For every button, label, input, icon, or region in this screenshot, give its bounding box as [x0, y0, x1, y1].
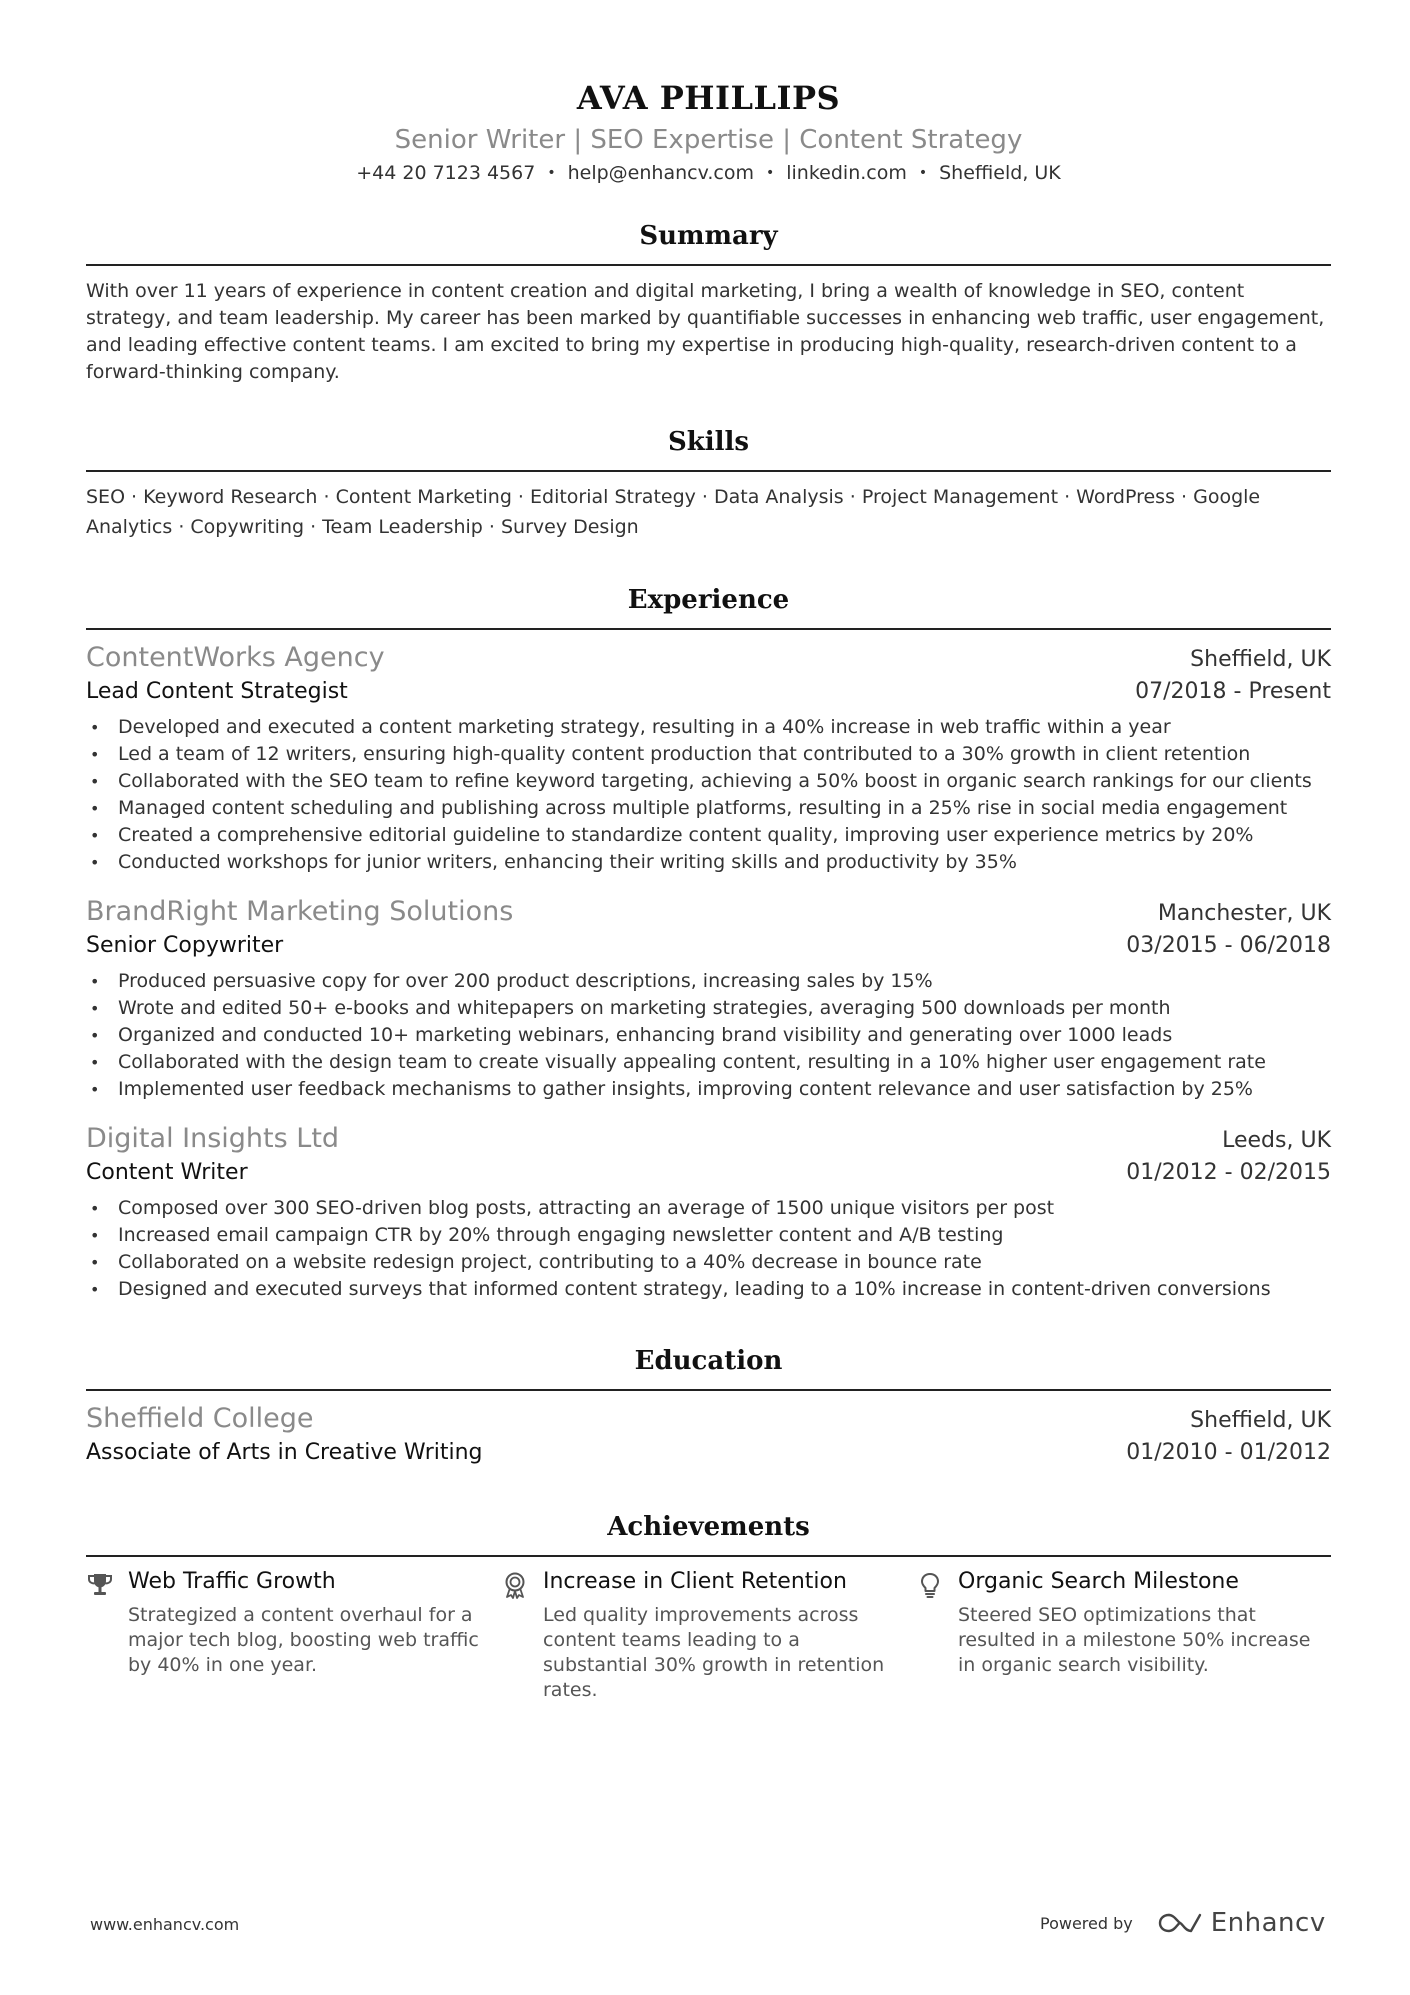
candidate-name: AVA PHILLIPS — [576, 79, 841, 117]
trophy-icon — [86, 1567, 128, 1703]
company-name: Digital Insights Ltd — [86, 1123, 340, 1154]
achievement-item — [916, 1567, 1331, 1703]
job-dates: 03/2015 - 06/2018 — [1126, 933, 1331, 958]
summary-heading: Summary — [86, 218, 1331, 266]
contact-linkedin[interactable]: linkedin.com — [786, 162, 907, 184]
job-entry — [86, 640, 1331, 876]
powered-by-label: Powered by — [1040, 1913, 1133, 1933]
job-entry — [86, 894, 1331, 1103]
job-role: Lead Content Strategist — [86, 679, 348, 704]
job-location: Sheffield, UK — [1190, 647, 1331, 672]
job-location: Manchester, UK — [1157, 901, 1331, 926]
job-bullets — [86, 714, 1331, 876]
bullet-item: • Developed and executed a content marketing strategy, resulting in a 40% increase in web traffic within a year — [86, 714, 1331, 741]
bullet-item: • Collaborated with the SEO team to refine keyword targeting, achieving a 50% boost in organic search rankings for our clients — [86, 768, 1331, 795]
bullet-item: • Led a team of 12 writers, ensuring high-quality content production that contributed to a 30% growth in client retention — [86, 741, 1331, 768]
degree-name: Associate of Arts in Creative Writing — [86, 1440, 483, 1465]
bullet-item: • Organized and conducted 10+ marketing webinars, enhancing brand visibility and generating over 1000 leads — [86, 1022, 1331, 1049]
footer-website[interactable]: www.enhancv.com — [90, 1915, 240, 1934]
bullet-item: • Increased email campaign CTR by 20% through engaging newsletter content and A/B testing — [86, 1222, 1331, 1249]
achievements-heading: Achievements — [86, 1509, 1331, 1557]
contact-email[interactable]: help@enhancv.com — [567, 162, 754, 184]
achievement-description: Steered SEO optimizations that resulted in a milestone 50% increase in organic search visibility. — [958, 1604, 1311, 1676]
footer-branding — [1040, 1908, 1326, 1938]
resume-page — [86, 0, 1331, 1703]
medal-icon — [501, 1567, 543, 1703]
contact-line — [86, 160, 1331, 188]
skills-heading: Skills — [86, 424, 1331, 472]
bullet-item: • Implemented user feedback mechanisms to gather insights, improving content relevance and user satisfaction by 25% — [86, 1076, 1331, 1103]
headline: Senior Writer | SEO Expertise | Content Strategy — [394, 125, 1023, 155]
bullet-item: • Conducted workshops for junior writers, enhancing their writing skills and productivity by 35% — [86, 849, 1331, 876]
resume-header — [86, 0, 1331, 188]
achievement-description: Strategized a content overhaul for a major tech blog, boosting web traffic by 40% in one year. — [128, 1604, 479, 1676]
company-name: ContentWorks Agency — [86, 642, 385, 673]
education-dates: 01/2010 - 01/2012 — [1126, 1440, 1331, 1465]
achievement-title: Web Traffic Growth — [128, 1569, 336, 1594]
separator-dot: • — [918, 165, 928, 181]
bullet-item: • Created a comprehensive editorial guideline to standardize content quality, improving user experience metrics by 20% — [86, 822, 1331, 849]
contact-phone: +44 20 7123 4567 — [356, 162, 536, 184]
contact-location: Sheffield, UK — [939, 162, 1061, 184]
company-name: BrandRight Marketing Solutions — [86, 896, 514, 927]
bullet-item: • Produced persuasive copy for over 200 product descriptions, increasing sales by 15% — [86, 968, 1331, 995]
achievement-item — [501, 1567, 916, 1703]
job-role: Senior Copywriter — [86, 933, 284, 958]
job-bullets — [86, 1195, 1331, 1303]
achievement-title: Increase in Client Retention — [543, 1569, 847, 1594]
bullet-item: • Collaborated with the design team to create visually appealing content, resulting in a 10% higher user engagement rate — [86, 1049, 1331, 1076]
bullet-item: • Collaborated on a website redesign project, contributing to a 40% decrease in bounce rate — [86, 1249, 1331, 1276]
education-heading: Education — [86, 1343, 1331, 1391]
skills-list: SEO · Keyword Research · Content Marketing · Editorial Strategy · Data Analysis · Project Management · WordPress · Google Analytics · Copywriting · Team Leadership · Survey Design — [86, 486, 1261, 538]
school-name: Sheffield College — [86, 1403, 314, 1434]
school-location: Sheffield, UK — [1190, 1408, 1331, 1433]
job-dates: 07/2018 - Present — [1135, 679, 1331, 704]
separator-dot: • — [765, 165, 775, 181]
bullet-item: • Wrote and edited 50+ e-books and whitepapers on marketing strategies, averaging 500 downloads per month — [86, 995, 1331, 1022]
infinity-logo-icon — [1157, 1911, 1203, 1935]
separator-dot: • — [547, 165, 556, 181]
job-bullets — [86, 968, 1331, 1103]
achievement-description: Led quality improvements across content teams leading to a substantial 30% growth in retention rates. — [543, 1604, 885, 1701]
achievement-title: Organic Search Milestone — [958, 1569, 1239, 1594]
brand-name: Enhancv — [1210, 1908, 1326, 1938]
bullet-item: • Managed content scheduling and publishing across multiple platforms, resulting in a 25% rise in social media engagement — [86, 795, 1331, 822]
lightbulb-icon — [916, 1567, 958, 1703]
job-dates: 01/2012 - 02/2015 — [1126, 1160, 1331, 1185]
job-role: Content Writer — [86, 1160, 248, 1185]
bullet-item: • Designed and executed surveys that informed content strategy, leading to a 10% increase in content-driven conversions — [86, 1276, 1331, 1303]
enhancv-logo[interactable] — [1157, 1908, 1326, 1938]
job-location: Leeds, UK — [1222, 1128, 1331, 1153]
education-entry — [86, 1401, 1331, 1469]
achievements-grid — [86, 1567, 1331, 1703]
summary-text: With over 11 years of experience in content creation and digital marketing, I bring a wealth of knowledge in SEO, content strategy, and team leadership. My career has been marked by quantifiable successes in enhancing web traffic, user engagement, and leading effective content teams. I am excited to bring my expertise in producing high-quality, research-driven content to a forward-thinking company. — [86, 280, 1325, 383]
achievement-item — [86, 1567, 501, 1703]
bullet-item: • Composed over 300 SEO-driven blog posts, attracting an average of 1500 unique visitors per post — [86, 1195, 1331, 1222]
job-entry — [86, 1121, 1331, 1303]
experience-heading: Experience — [86, 582, 1331, 630]
